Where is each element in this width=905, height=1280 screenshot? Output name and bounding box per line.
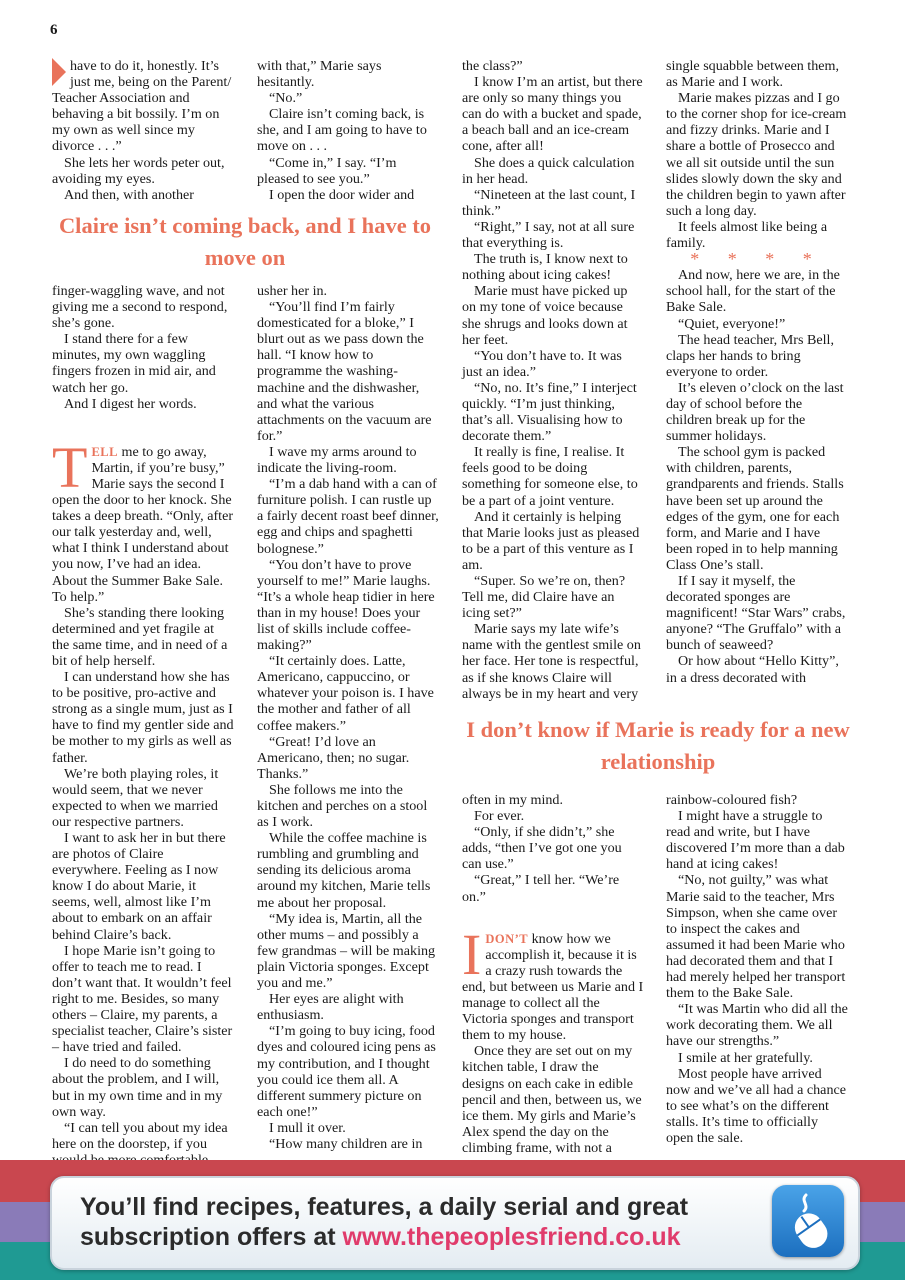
col4-top-a-paragraph: single squabble between them, as Marie and I work.: [666, 58, 839, 91]
col4-low-paragraph: “It was Martin who did all the work decorating them. We all have our strengths.”: [666, 1001, 848, 1050]
col1-mid-text: [52, 283, 234, 412]
section-2-first-para: know how we accomplish it, because it is a crazy rush towards the end, but between us Marie and I manage to collect all the Victoria sponges and transport them to my house.: [462, 930, 644, 1044]
col3-top-paragraph: “You don’t have to. It was just an idea.”: [462, 347, 622, 380]
col4-top-b-paragraph: Or how about “Hello Kitty”, in a dress decorated with: [666, 653, 839, 686]
col3-top-paragraph: “Super. So we’re on, then? Tell me, did Claire have an icing set?”: [462, 573, 626, 622]
col2-mid-paragraph: usher her in.: [257, 283, 328, 299]
col3-top-paragraph: Marie says my late wife’s name with the gentlest smile on her face. Her tone is respectful, as if she knows Claire will always be in my heart and very: [462, 621, 641, 702]
pull-quote-headline-2: I don’t know if Marie is ready for a new relationship: [466, 717, 850, 774]
col3-low2-paragraph: Once they are set out on my kitchen table, I draw the designs on each cake in edible pencil and then, between us, we ice them. My girls and Marie’s Alex spend the day on the climbing frame, with not a: [462, 1043, 642, 1156]
promo-banner-text: [80, 1192, 760, 1252]
col4-top-b-paragraph: The head teacher, Mrs Bell, claps her hands to bring everyone to order.: [666, 331, 834, 380]
col1-mid-paragraph: And I digest her words.: [64, 395, 197, 412]
website-link[interactable]: www.thepeoplesfriend.co.uk: [342, 1223, 681, 1251]
col3-top-paragraph: She does a quick calculation in her head.: [462, 154, 635, 187]
col2-mid-paragraph: “It certainly does. Latte, Americano, cappuccino, or whatever your poison is. I have the mother and father of all coffee makers.”: [257, 653, 434, 734]
column-1-top: [52, 58, 234, 203]
col3-low-paragraph: For ever.: [474, 808, 525, 825]
section-2-opening: [462, 921, 644, 1044]
col4-top-b-paragraph: It’s eleven o’clock on the last day of school before the children break up for the summer holidays.: [666, 379, 844, 445]
col3-top-paragraph: Marie must have picked up on my tone of voice because she shrugs and looks down at her feet.: [462, 283, 628, 348]
col2-top-paragraph: “No.”: [269, 90, 303, 107]
col1-top-paragraph: have to do it, honestly. It’s just me, being on the Parent/ Teacher Association and behaving a bit bossily. I’m on my own as well since my divorce . . .”: [52, 58, 232, 155]
col2-mid-paragraph: I mull it over.: [269, 1119, 346, 1136]
col1-low-paragraph: I do need to do something about the problem, and I will, but in my own time and in my own way.: [52, 1055, 223, 1120]
col4-top-a-paragraph: Marie makes pizzas and I go to the corner shop for ice-cream and fizzy drinks. Marie and I share a bottle of Prosecco and we all sit outside until the sun slides slowly down the sky and the children begin to yawn after such a long day.: [666, 90, 847, 219]
section-1-opening: [52, 434, 234, 605]
col4-low-paragraph: I smile at her gratefully.: [678, 1049, 813, 1066]
computer-mouse-icon: [772, 1185, 844, 1257]
column-4-body: [666, 792, 848, 1146]
col2-mid-paragraph: “Great! I’d love an Americano, then; no sugar. Thanks.”: [257, 733, 410, 782]
col3-top-paragraph: The truth is, I know next to nothing about icing cakes!: [462, 251, 628, 284]
column-2-body: [257, 283, 439, 1152]
col2-mid-paragraph: “I’m a dab hand with a can of furniture polish. I can rustle up a fairly decent roast beef dinner, egg and chips and spaghetti bolognese.”: [257, 476, 439, 557]
page-number: 6: [50, 22, 58, 38]
lead-word-2: DON’T: [485, 931, 529, 946]
col2-mid-paragraph: I wave my arms around to indicate the living-room.: [257, 443, 417, 477]
lead-word-1: ELL: [91, 444, 118, 459]
col3-top-paragraph: “No, no. It’s fine,” I interject quickly. “I’m just thinking, that’s all. Visualising how to decorate them.”: [462, 379, 637, 445]
promo-line-2-prefix: subscription offers at: [80, 1223, 343, 1251]
col2-mid-paragraph: “You’ll find I’m fairly domesticated for a bloke,” I blurt out as we pass down the hall. “I know how to programme the washing-machine and the dishwasher, and what the various attachments on the vacuum are for.”: [257, 299, 432, 444]
col1-low-paragraph: I hope Marie isn’t going to offer to teach me to read. I don’t want that. It wouldn’t feel right to me. Besides, so many others – Claire, my parents, a specialist teacher, Claire’s sister – have tried and failed.: [52, 942, 233, 1056]
col1-mid-paragraph: finger-waggling wave, and not giving me a second to respond, she’s gone.: [52, 283, 228, 332]
drop-cap-1: T: [52, 434, 88, 500]
col3-top-paragraph: I know I’m an artist, but there are only so many things you can do with a bucket and spade, a beach ball and an ice-cream cone, after all!: [462, 74, 643, 155]
col1-top-text: [52, 58, 234, 203]
promo-line-1: You’ll find recipes, features, a daily serial and great: [80, 1193, 689, 1221]
col4-low-paragraph: Most people have arrived now and we’ve all had a chance to see what’s on the different stalls. It’s time to officially open the sale.: [666, 1065, 846, 1146]
section-1-first-para: me to go away, Martin, if you’re busy,” Marie says the second I open the door to her knock. She takes a deep breath. “Only, after our talk yesterday and, well, what I think I understand about you now, I’ve had an idea. About the Summer Bake Sale. To help.”: [52, 443, 234, 605]
col4-top-b-paragraph: The school gym is packed with children, parents, grandparents and friends. Stalls have been set up around the edges of the gym, one for each form, and Marie and I have been roped in to help manning Class One’s stall.: [666, 444, 844, 573]
col2-mid-paragraph: Her eyes are alight with enthusiasm.: [257, 991, 404, 1024]
column-4-top: [666, 58, 848, 686]
col1-low-paragraph: We’re both playing roles, it would seem, that we never expected to when we married our respective partners.: [52, 765, 219, 830]
col1-low-paragraph: I want to ask her in but there are photos of Claire everywhere. Feeling as I now know I do about Marie, it seems, well, almost like I’m about to embark on an affair behind Claire’s back.: [52, 830, 226, 943]
col2-mid-paragraph: She follows me into the kitchen and perches on a stool as I work.: [257, 781, 428, 831]
column-3-body: [462, 792, 644, 1156]
col1-low-text: [52, 605, 234, 1168]
col2-top-paragraph: Claire isn’t coming back, is she, and I am going to have to move on . . .: [257, 106, 427, 155]
col2-mid-paragraph: “I’m going to buy icing, food dyes and coloured icing pens as my contribution, and I thought you could ice them all. A different summery picture on each one!”: [257, 1023, 436, 1120]
col1-low-paragraph: I can understand how she has to be positive, pro-active and strong as a single mum, just as I have to find my gentler side and be mother to my girls as well as father.: [52, 669, 234, 766]
col3-top-paragraph: It really is fine, I realise. It feels good to be doing something for someone else, to be a part of a joint venture.: [462, 444, 638, 509]
column-3-top: [462, 58, 644, 702]
col2-top-paragraph: I open the door wider and: [269, 186, 415, 203]
col3-top-paragraph: the class?”: [462, 58, 523, 74]
col4-low-paragraph: rainbow-coloured fish?: [666, 792, 798, 808]
promo-line-2: [80, 1222, 760, 1252]
col3-low-paragraph: often in my mind.: [462, 792, 563, 808]
mouse-graphic: [772, 1185, 844, 1257]
col1-top-paragraph: She lets her words peter out, avoiding my eyes.: [52, 154, 225, 187]
col1-low-paragraph: She’s standing there looking determined and yet fragile at the same time, and in need of a bit of help herself.: [52, 604, 228, 669]
col2-top-paragraph: with that,” Marie says hesitantly.: [257, 58, 382, 91]
section-break-stars: * * * *: [690, 249, 824, 270]
col3-top-paragraph: “Right,” I say, not at all sure that everything is.: [462, 218, 635, 252]
promo-banner: [50, 1176, 860, 1270]
col2-mid-paragraph: “How many children are in: [269, 1135, 423, 1152]
col2-mid-paragraph: While the coffee machine is rumbling and grumbling and sending its delicious aroma around my kitchen, Marie tells me about her proposal.: [257, 830, 431, 911]
col2-mid-paragraph: “You don’t have to prove yourself to me!” Marie laughs. “It’s a whole heap tidier in here than in my house! Does your list of skills include coffee-making?”: [257, 556, 435, 654]
col4-low-paragraph: “No, not guilty,” was what Marie said to the teacher, Mrs Simpson, when she came over to inspect the cakes and assumed it had been Marie who had decorated them and that I had merely helped her transport them to the Bake Sale.: [666, 872, 846, 1002]
col4-top-b-paragraph: And now, here we are, in the school hall, for the start of the Bake Sale.: [666, 267, 840, 316]
pull-quote-headline-1: Claire isn’t coming back, and I have to move on: [58, 213, 432, 270]
col4-top-a-text: [666, 58, 848, 251]
col3-top-paragraph: And it certainly is helping that Marie looks just as pleased to be a part of this venture as I am.: [462, 508, 640, 573]
col1-top-paragraph: And then, with another: [64, 186, 194, 203]
col1-mid-paragraph: I stand there for a few minutes, my own waggling fingers frozen in mid air, and watch her go.: [52, 331, 216, 396]
col4-top-a-paragraph: It feels almost like being a family.: [666, 218, 828, 252]
col3-low-text: [462, 792, 644, 905]
continuation-arrow-icon: [52, 58, 66, 86]
col3-low-paragraph: “Only, if she didn’t,” she adds, “then I’ve got one you can use.”: [462, 824, 622, 873]
column-1-body: [52, 283, 234, 1168]
col4-top-b-paragraph: “Quiet, everyone!”: [678, 315, 786, 332]
col2-top-paragraph: “Come in,” I say. “I’m pleased to see you.”: [257, 154, 397, 187]
col3-top-paragraph: “Nineteen at the last count, I think.”: [462, 186, 636, 219]
col3-low-paragraph: “Great,” I tell her. “We’re on.”: [462, 872, 620, 905]
col2-mid-paragraph: “My idea is, Martin, all the other mums – and possibly a few grandmas – will be making plain Victoria sponges. Except you and me.”: [257, 910, 436, 992]
column-2-top: [257, 58, 439, 203]
col4-low-paragraph: I might have a struggle to read and write, but I have discovered I’m more than a dab hand at icing cakes!: [666, 808, 845, 873]
drop-cap-2: I: [462, 921, 482, 987]
col1-low-paragraph: “I can tell you about my idea here on the doorstep, if you: [52, 1119, 228, 1152]
col4-top-b-text: [666, 267, 848, 685]
col3-low2-text: [462, 1043, 644, 1156]
col4-top-b-paragraph: If I say it myself, the decorated sponges are magnificent! “Star Wars” crabs, anyone? “The Gruffalo” with a bunch of seaweed?: [666, 573, 846, 654]
